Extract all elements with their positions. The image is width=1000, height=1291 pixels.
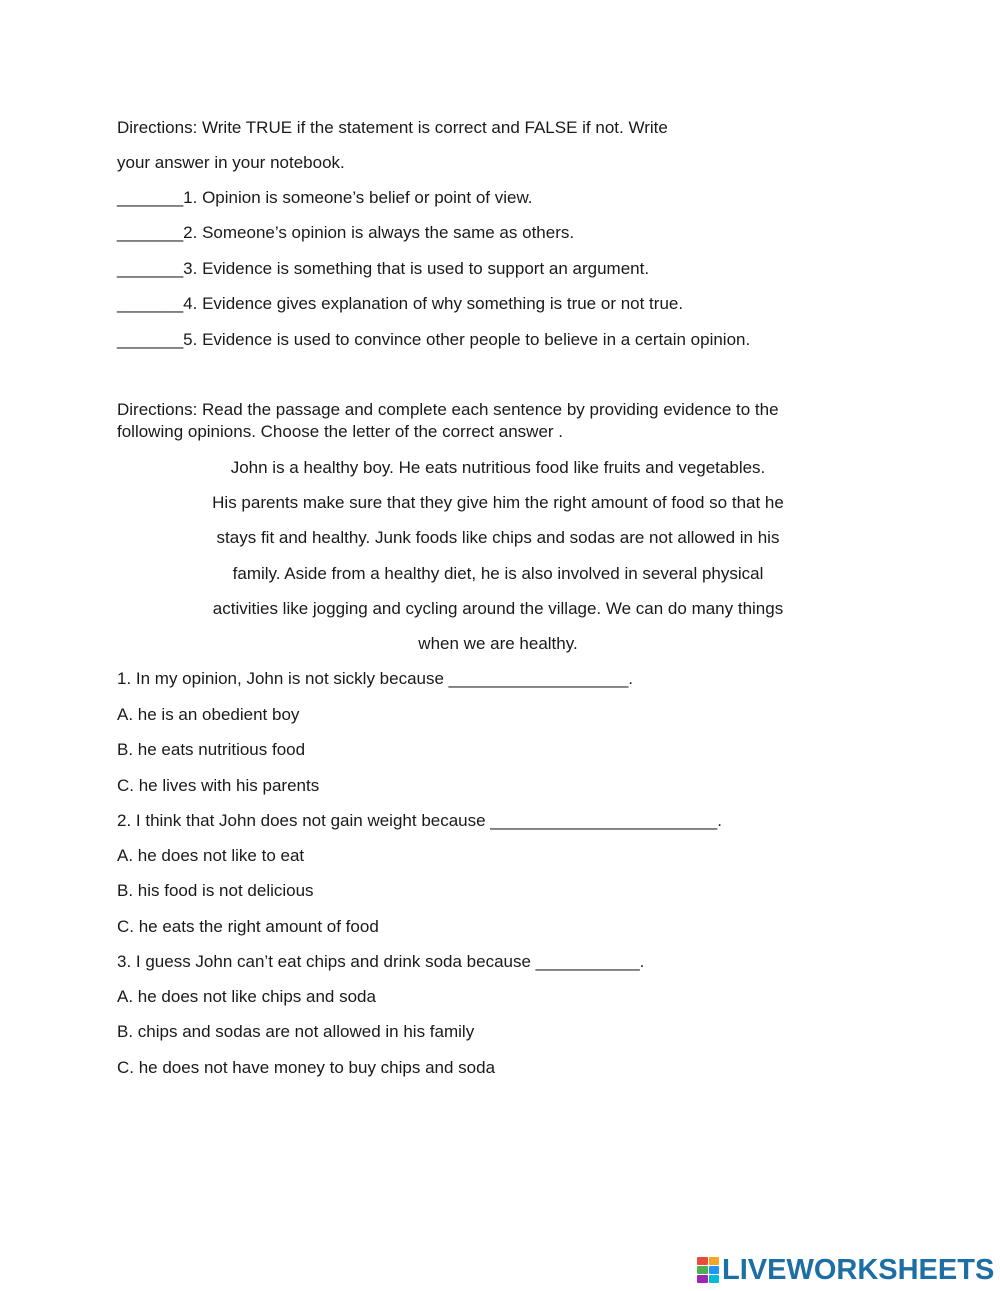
passage-line-5: activities like jogging and cycling around the village. We can do many things bbox=[212, 599, 784, 618]
passage-line-1: John is a healthy boy. He eats nutritious food like fruits and vegetables. bbox=[230, 458, 766, 477]
directions-2-line-1: Directions: Read the passage and complete each sentence by providing evidence to the bbox=[117, 400, 779, 419]
true-false-item-3: _______3. Evidence is something that is used to support an argument. bbox=[117, 259, 650, 278]
question-1: 1. In my opinion, John is not sickly because ___________________. bbox=[117, 669, 634, 688]
question-2: 2. I think that John does not gain weight because ________________________. bbox=[117, 811, 722, 830]
question-2-choice-a: A. he does not like to eat bbox=[117, 846, 305, 865]
question-3: 3. I guess John can’t eat chips and drink soda because ___________. bbox=[117, 952, 645, 971]
logo-text: LIVEWORKSHEETS bbox=[722, 1254, 995, 1286]
question-3-choice-b: B. chips and sodas are not allowed in his family bbox=[117, 1022, 475, 1041]
question-2-choice-b: B. his food is not delicious bbox=[117, 881, 314, 900]
directions-1-line-1: Directions: Write TRUE if the statement is correct and FALSE if not. Write bbox=[117, 118, 668, 137]
question-1-choice-c: C. he lives with his parents bbox=[117, 776, 320, 795]
question-3-choice-c: C. he does not have money to buy chips and soda bbox=[117, 1058, 496, 1077]
true-false-item-4: _______4. Evidence gives explanation of why something is true or not true. bbox=[117, 294, 684, 313]
passage-line-6: when we are healthy. bbox=[418, 634, 578, 653]
question-2-choice-c: C. he eats the right amount of food bbox=[117, 917, 379, 936]
passage-line-2: His parents make sure that they give him the right amount of food so that he bbox=[212, 493, 784, 512]
liveworksheets-mark-icon bbox=[697, 1257, 719, 1283]
liveworksheets-logo bbox=[697, 1255, 994, 1285]
directions-2-line-2: following opinions. Choose the letter of the correct answer . bbox=[117, 422, 564, 441]
true-false-item-2: _______2. Someone’s opinion is always the same as others. bbox=[117, 223, 575, 242]
question-3-choice-a: A. he does not like chips and soda bbox=[117, 987, 376, 1006]
passage-line-4: family. Aside from a healthy diet, he is also involved in several physical bbox=[232, 564, 764, 583]
question-1-choice-b: B. he eats nutritious food bbox=[117, 740, 306, 759]
directions-1-line-2: your answer in your notebook. bbox=[117, 153, 345, 172]
passage-line-3: stays fit and healthy. Junk foods like chips and sodas are not allowed in his bbox=[216, 528, 780, 547]
question-1-choice-a: A. he is an obedient boy bbox=[117, 705, 300, 724]
true-false-item-1: _______1. Opinion is someone’s belief or point of view. bbox=[117, 188, 533, 207]
true-false-item-5: _______5. Evidence is used to convince other people to believe in a certain opinion. bbox=[117, 330, 751, 349]
